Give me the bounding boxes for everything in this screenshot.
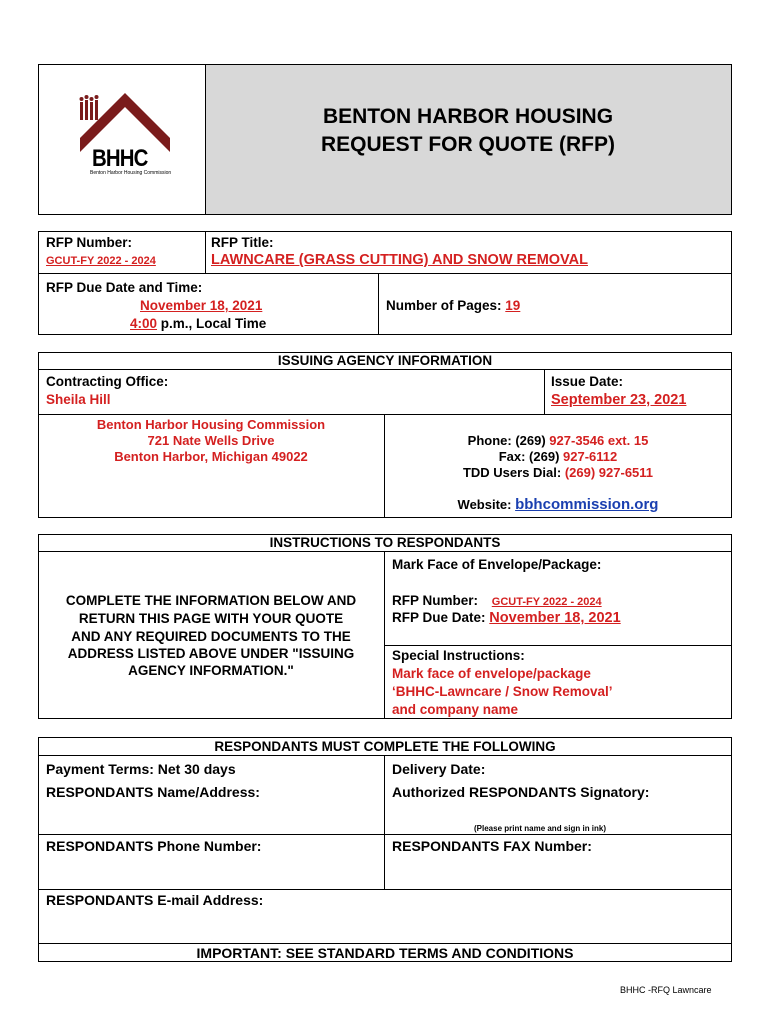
divider [384, 755, 385, 889]
instructions-left-line3: AND ANY REQUIRED DOCUMENTS TO THE [71, 629, 351, 644]
email-label[interactable]: RESPONDANTS E-mail Address: [46, 892, 264, 908]
agency-phone [384, 433, 732, 449]
divider [544, 369, 545, 414]
instructions-left-line4: ADDRESS LISTED ABOVE UNDER "ISSUING [67, 646, 355, 661]
divider [38, 834, 732, 835]
rfp-title-label: RFP Title: [211, 235, 274, 250]
divider [38, 551, 732, 552]
rfp-due-time-rest: p.m., Local Time [157, 316, 267, 331]
issue-label: Issue Date: [551, 374, 624, 389]
mark-rfp-due-label: RFP Due Date: [392, 610, 486, 625]
instructions-left-line2: RETURN THIS PAGE WITH YOUR QUOTE [78, 611, 344, 626]
divider [38, 414, 732, 415]
rfp-due-time [130, 316, 266, 332]
page-title-line2: REQUEST FOR QUOTE (RFP) [321, 133, 615, 156]
mark-rfp-number [392, 593, 602, 610]
agency-fax [384, 449, 732, 465]
rfp-due-label: RFP Due Date and Time: [46, 280, 203, 295]
divider [38, 943, 732, 944]
fax-number-label[interactable]: RESPONDANTS FAX Number: [392, 838, 592, 854]
office-label: Contracting Office: [46, 374, 169, 389]
special-label: Special Instructions: [392, 648, 525, 663]
respondants-heading: RESPONDANTS MUST COMPLETE THE FOLLOWING [214, 739, 556, 754]
phone-value: 927-3546 ext. 15 [549, 433, 649, 448]
pages-field [386, 298, 520, 314]
pages-value: 19 [505, 298, 521, 313]
office-value: Sheila Hill [46, 392, 111, 407]
logo-subtext: Benton Harbor Housing Commission [90, 170, 172, 176]
important-notice: IMPORTANT: SEE STANDARD TERMS AND CONDITIONS [196, 945, 574, 961]
mark-rfp-number-label: RFP Number: [392, 593, 479, 608]
delivery-date-label[interactable]: Delivery Date: [392, 761, 486, 777]
divider [384, 645, 732, 646]
rfp-due-time-value: 4:00 [130, 316, 158, 331]
divider [38, 273, 732, 274]
signatory-label[interactable]: Authorized RESPONDANTS Signatory: [392, 784, 650, 800]
divider [38, 369, 732, 370]
mark-face-label: Mark Face of Envelope/Package: [392, 557, 602, 572]
phone-number-label[interactable]: RESPONDANTS Phone Number: [46, 838, 262, 854]
instructions-left-line1: COMPLETE THE INFORMATION BELOW AND [65, 593, 357, 608]
divider [378, 273, 379, 335]
agency-address-line2: 721 Nate Wells Drive [147, 433, 275, 448]
rfp-number-value: GCUT-FY 2022 - 2024 [46, 255, 156, 267]
fax-value: 927-6112 [563, 449, 618, 464]
website-link[interactable]: bbhcommission.org [515, 496, 659, 513]
agency-tdd [384, 465, 732, 481]
page-title-line1: BENTON HARBOR HOUSING [322, 105, 614, 128]
divider [38, 889, 732, 890]
instructions-heading: INSTRUCTIONS TO RESPONDANTS [269, 535, 501, 550]
special-line1: Mark face of envelope/package [392, 666, 591, 681]
special-line3: and company name [392, 702, 519, 717]
mark-rfp-number-value: GCUT-FY 2022 - 2024 [491, 596, 602, 608]
phone-label: Phone: (269) [467, 433, 550, 448]
name-address-label[interactable]: RESPONDANTS Name/Address: [46, 784, 260, 800]
issue-value: September 23, 2021 [551, 392, 687, 408]
agency-address-line1: Benton Harbor Housing Commission [96, 417, 326, 432]
divider [38, 755, 732, 756]
tdd-value: (269) 927-6511 [564, 465, 654, 480]
instructions-left-line5: AGENCY INFORMATION." [128, 663, 294, 678]
rfp-title-value: LAWNCARE (GRASS CUTTING) AND SNOW REMOVAL [211, 252, 588, 268]
payment-terms: Payment Terms: Net 30 days [46, 761, 236, 777]
logo-text: BHHC [92, 145, 148, 172]
rfp-due-date: November 18, 2021 [140, 298, 263, 313]
agency-heading: ISSUING AGENCY INFORMATION [277, 353, 493, 368]
rfp-number-label: RFP Number: [46, 235, 133, 250]
mark-rfp-due [392, 610, 621, 626]
mark-rfp-due-value: November 18, 2021 [489, 610, 621, 626]
agency-website [384, 497, 732, 513]
footer-text: BHHC -RFQ Lawncare [620, 985, 712, 995]
special-line2: ‘BHHC-Lawncare / Snow Removal’ [392, 684, 613, 699]
pages-label: Number of Pages: [386, 298, 502, 313]
website-label: Website: [457, 497, 516, 512]
divider [384, 551, 385, 719]
agency-address-line3: Benton Harbor, Michigan 49022 [114, 449, 308, 464]
fax-label: Fax: (269) [498, 449, 564, 464]
signatory-note: (Please print name and sign in ink) [474, 824, 607, 833]
tdd-label: TDD Users Dial: [462, 465, 565, 480]
divider [205, 231, 206, 273]
